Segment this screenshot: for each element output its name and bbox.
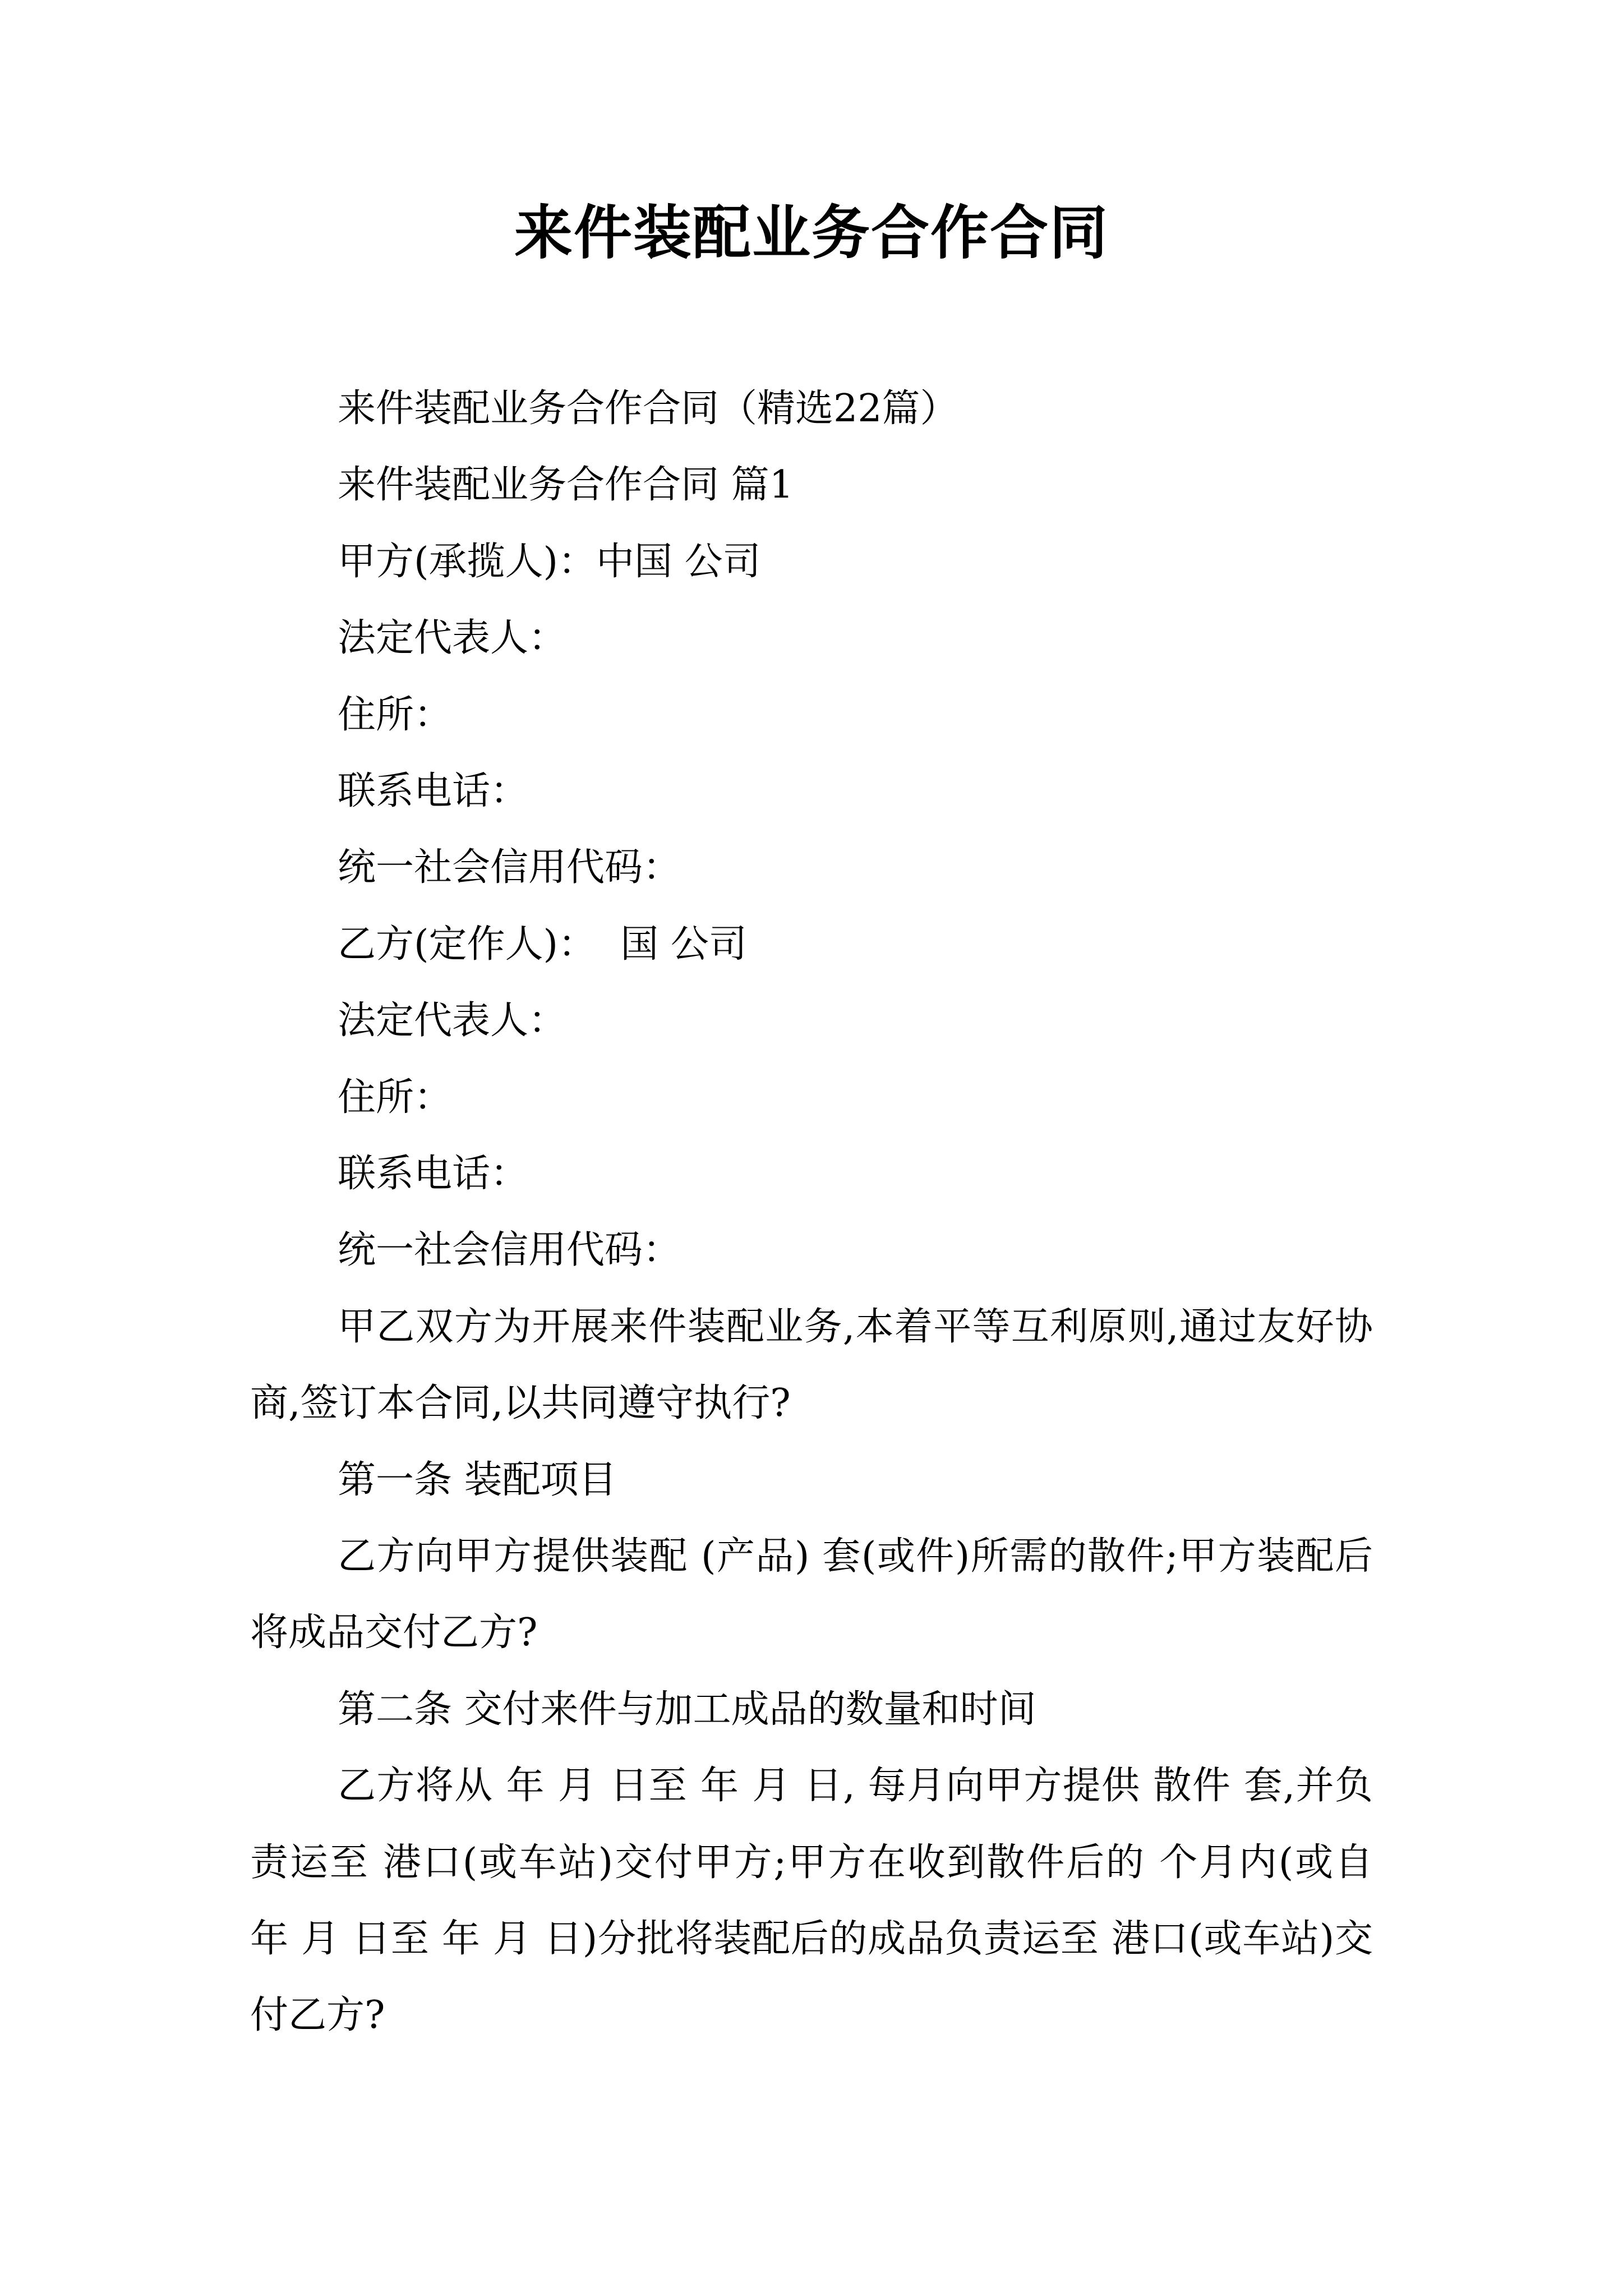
document-title: 来件装配业务合作合同 bbox=[514, 199, 1109, 267]
clause-1-body: 乙方向甲方提供装配 (产品) 套(或件)所需的散件;甲方装配后将成品交付乙方? bbox=[250, 1534, 1373, 1655]
document-body bbox=[250, 371, 1385, 2054]
intro-paragraph: 甲乙双方为开展来件装配业务,本着平等互利原则,通过友好协商,签订本合同,以共同遵守执行? bbox=[250, 1304, 1373, 1426]
party-a-address: 住所： bbox=[338, 692, 453, 737]
party-a-line: 甲方(承揽人)：中国 公司 bbox=[338, 539, 761, 584]
document-subtitle: 来件装配业务合作合同（精选22篇） bbox=[338, 386, 958, 431]
party-b-line: 乙方(定作人)： 国 公司 bbox=[338, 922, 747, 967]
party-a-phone: 联系电话： bbox=[338, 769, 529, 813]
clause-2-body: 乙方将从 年 月 日至 年 月 日, 每月向甲方提供 散件 套,并负责运至 港口(或车站)交付甲方;甲方在收到散件后的 个月内(或自 年 月 日至 年 月 日)分批将装配后的成品负责运至 港口(或车站)交付乙方? bbox=[250, 1764, 1385, 2038]
clause-2-heading: 第二条 交付来件与加工成品的数量和时间 bbox=[338, 1687, 1036, 1732]
clause-1-heading: 第一条 装配项目 bbox=[338, 1457, 617, 1502]
party-b-legal-representative: 法定代表人： bbox=[338, 999, 567, 1043]
party-b-address: 住所： bbox=[338, 1075, 453, 1120]
party-b-credit-code: 统一社会信用代码： bbox=[338, 1228, 681, 1273]
party-a-credit-code: 统一社会信用代码： bbox=[338, 845, 681, 890]
party-a-legal-representative: 法定代表人： bbox=[338, 616, 567, 661]
party-b-phone: 联系电话： bbox=[338, 1151, 529, 1196]
article-heading: 来件装配业务合作合同 篇1 bbox=[338, 463, 794, 508]
